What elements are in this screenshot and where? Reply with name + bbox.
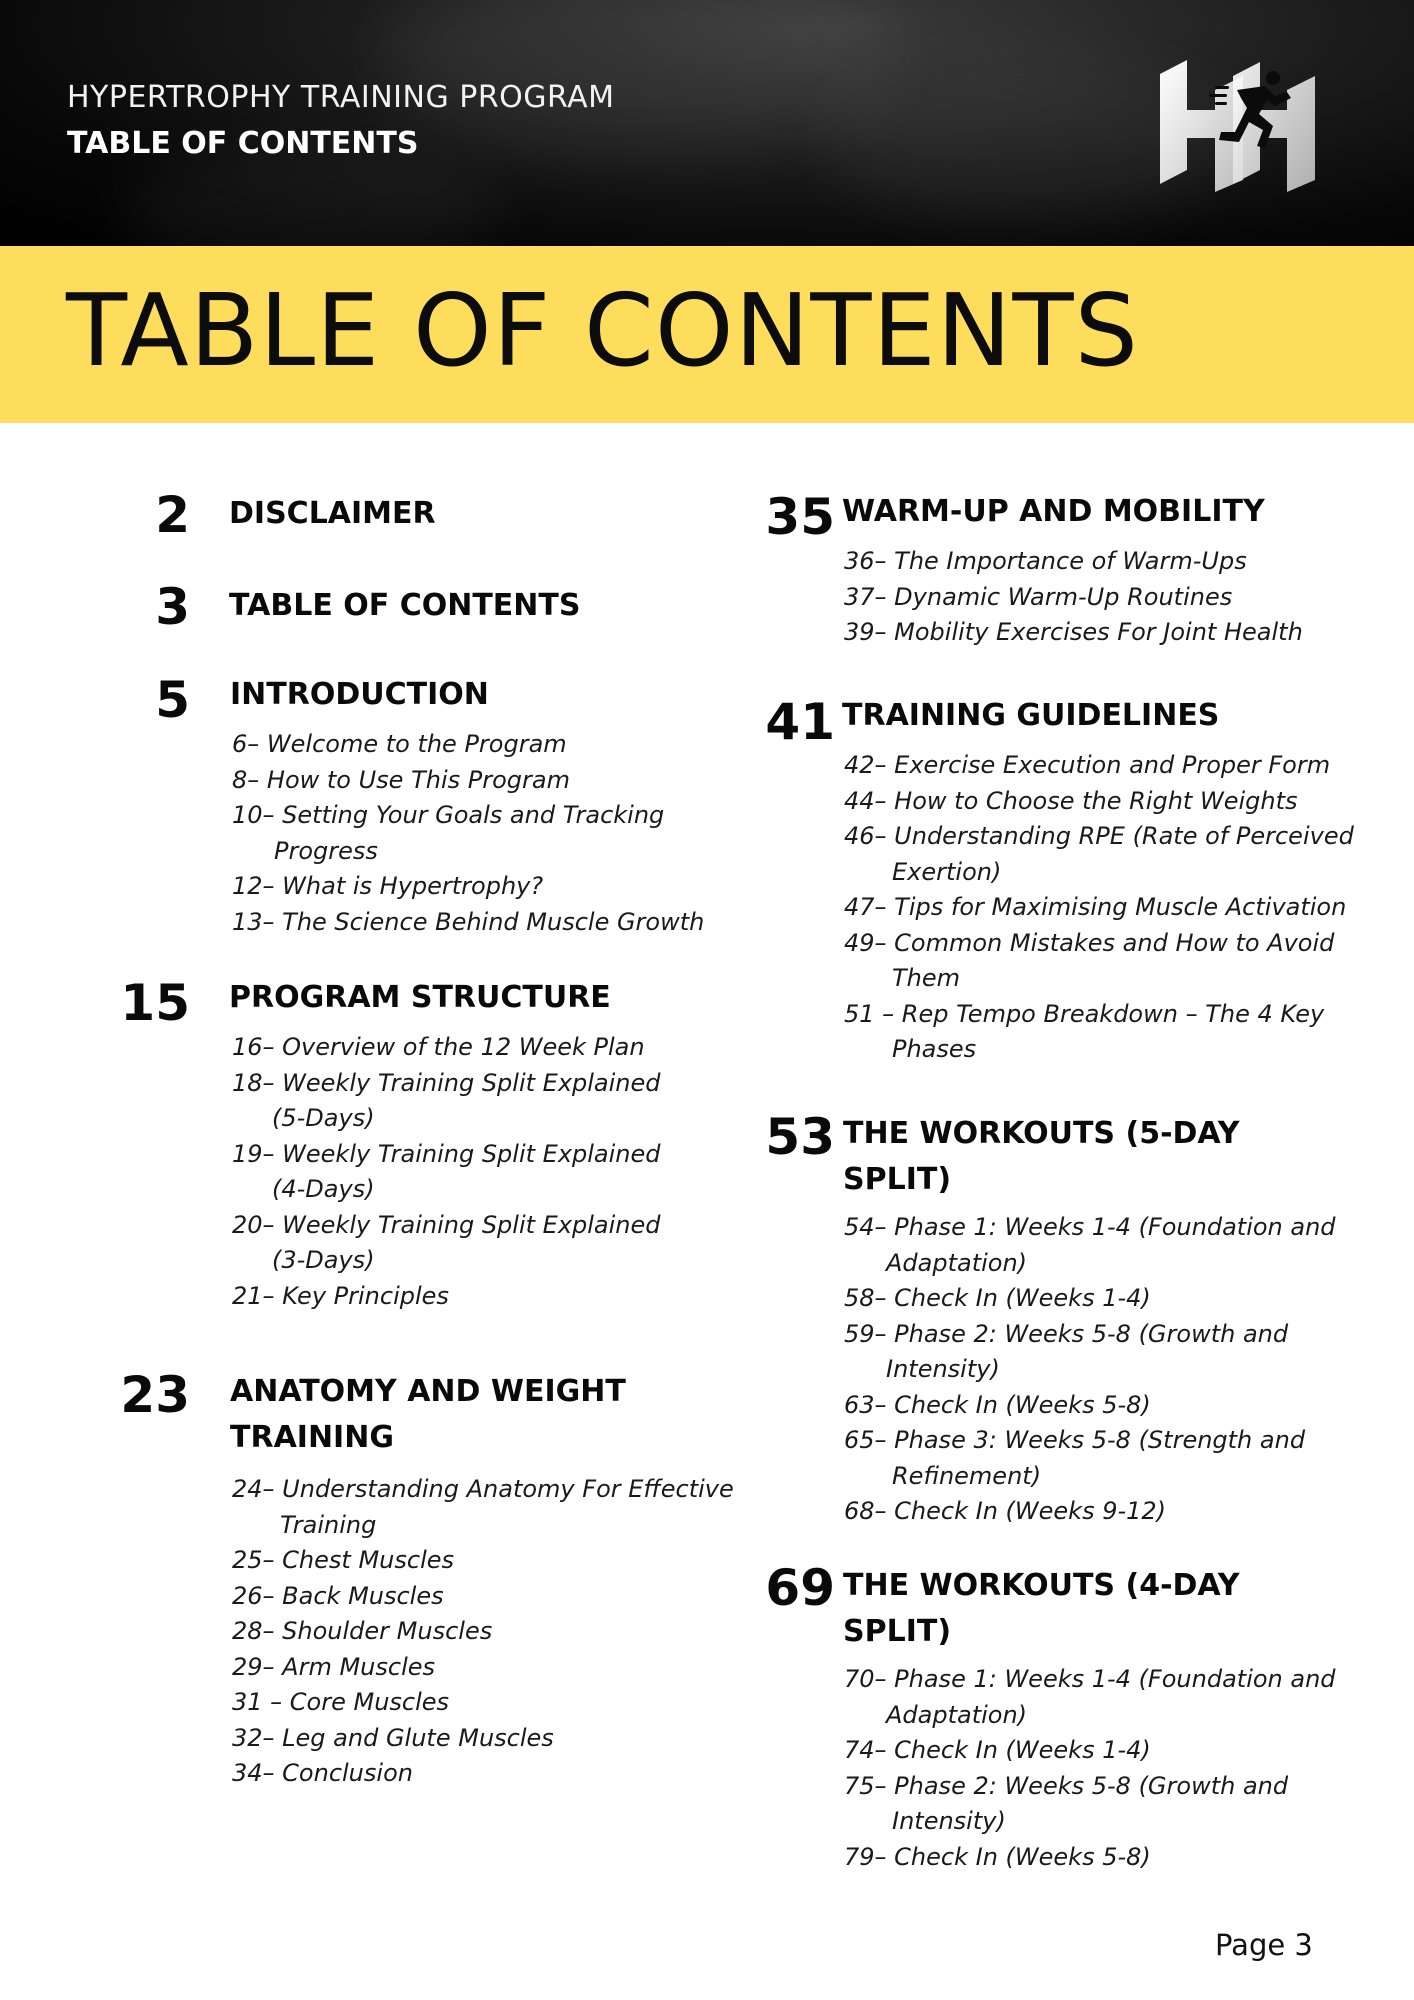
header-program-title: HYPERTROPHY TRAINING PROGRAM [67, 80, 615, 115]
subsection-list [844, 1662, 1336, 1875]
subsection-item: 79– Check In (Weeks 5-8) [844, 1842, 1151, 1871]
subsection-list [232, 727, 704, 940]
section-title-continued: SPLIT) [843, 1162, 952, 1197]
runner-logo-icon [1155, 52, 1320, 196]
smoke-texture [120, 150, 500, 246]
subsection-item: 32– Leg and Glute Muscles [232, 1723, 554, 1752]
section-page-number: 3 [155, 578, 190, 636]
subsection-item: 6– Welcome to the Program [232, 730, 567, 758]
subsection-item: 28– Shoulder Muscles [232, 1617, 493, 1645]
subsection-item: 25– Chest Muscles [232, 1546, 454, 1574]
page-number: Page 3 [1215, 1928, 1313, 1962]
toc-section-introduction [0, 671, 705, 945]
subsection-item: 16– Overview of the 12 Week Plan [232, 1033, 645, 1061]
subsection-item: 63– Check In (Weeks 5-8) [844, 1390, 1151, 1419]
section-title: TRAINING GUIDELINES [842, 698, 1220, 733]
subsection-item: 47– Tips for Maximising Muscle Activation [844, 893, 1347, 921]
section-page-number: 23 [120, 1366, 190, 1424]
section-page-number: 35 [765, 488, 835, 546]
subsection-item: 74– Check In (Weeks 1-4) [844, 1736, 1151, 1764]
section-page-number: 2 [155, 486, 190, 544]
subsection-item: 12– What is Hypertrophy? [232, 872, 544, 900]
subsection-item: 34– Conclusion [232, 1759, 413, 1787]
section-page-number: 41 [765, 693, 835, 751]
section-title: WARM-UP AND MOBILITY [842, 494, 1265, 529]
toc-section-program-structure [0, 974, 700, 1318]
subsection-item: 70– Phase 1: Weeks 1-4 (Foundation and Adaptation) [844, 1665, 1336, 1729]
section-title-continued: TRAINING [230, 1420, 394, 1455]
subsection-item: 20– Weekly Training Split Explained (3-Days) [232, 1210, 661, 1274]
toc-section-training-guidelines [720, 695, 1360, 1075]
subsection-item: 19– Weekly Training Split Explained (4-Days) [232, 1139, 661, 1203]
subsection-item: 75– Phase 2: Weeks 5-8 (Growth and Intensity) [844, 1771, 1289, 1835]
subsection-item: 65– Phase 3: Weeks 5-8 (Strength and Refinement) [844, 1426, 1306, 1490]
section-title: DISCLAIMER [229, 496, 436, 531]
subsection-item: 8– How to Use This Program [232, 765, 570, 794]
section-title: INTRODUCTION [230, 677, 489, 712]
section-page-number: 5 [155, 671, 190, 729]
section-title-continued: SPLIT) [843, 1614, 952, 1649]
toc-section-anatomy [0, 1366, 734, 1790]
subsection-item: 13– The Science Behind Muscle Growth [232, 907, 705, 936]
toc-section-warm-up [720, 490, 1360, 660]
subsection-item: 10– Setting Your Goals and Tracking Progress [232, 801, 665, 865]
section-title: PROGRAM STRUCTURE [229, 980, 611, 1015]
subsection-item: 26– Back Muscles [232, 1581, 444, 1610]
subsection-item: 49– Common Mistakes and How to Avoid Them [844, 928, 1335, 992]
subsection-item: 24– Understanding Anatomy For Effective Training [232, 1475, 734, 1539]
subsection-list [844, 748, 1354, 1068]
subsection-item: 18– Weekly Training Split Explained (5-Days) [232, 1068, 661, 1132]
subsection-item: 37– Dynamic Warm-Up Routines [844, 582, 1233, 611]
subsection-item: 44– How to Choose the Right Weights [844, 786, 1298, 815]
page-header [0, 0, 1414, 246]
section-page-number: 69 [765, 1559, 835, 1617]
subsection-item: 54– Phase 1: Weeks 1-4 (Foundation and Adaptation) [844, 1213, 1336, 1277]
subsection-item: 29– Arm Muscles [232, 1652, 436, 1681]
toc-section-workouts-5-day [720, 1110, 1360, 1530]
subsection-list [844, 544, 1303, 651]
title-banner [0, 246, 1414, 423]
subsection-item: 58– Check In (Weeks 1-4) [844, 1284, 1151, 1312]
section-page-number: 53 [765, 1108, 835, 1166]
toc-section-workouts-4-day [720, 1561, 1360, 1881]
subsection-item: 36– The Importance of Warm-Ups [844, 547, 1247, 575]
subsection-item: 31 – Core Muscles [232, 1688, 450, 1716]
subsection-item: 21– Key Principles [232, 1281, 449, 1310]
subsection-item: 51 – Rep Tempo Breakdown – The 4 Key Phases [844, 999, 1325, 1063]
page-title: TABLE OF CONTENTS [66, 272, 1140, 389]
section-title: THE WORKOUTS (4-DAY [843, 1568, 1240, 1603]
section-title: TABLE OF CONTENTS [229, 588, 581, 623]
subsection-list [232, 1030, 661, 1314]
toc-section-table-of-contents [0, 578, 700, 642]
subsection-item: 42– Exercise Execution and Proper Form [844, 751, 1331, 779]
toc-section-disclaimer [0, 486, 700, 550]
subsection-item: 39– Mobility Exercises For Joint Health [844, 618, 1303, 646]
section-title: ANATOMY AND WEIGHT [230, 1374, 626, 1409]
subsection-list [844, 1210, 1336, 1530]
section-page-number: 15 [120, 974, 190, 1032]
subsection-item: 46– Understanding RPE (Rate of Perceived Exertion) [844, 822, 1354, 886]
subsection-list [232, 1472, 734, 1792]
header-section-title: TABLE OF CONTENTS [67, 126, 419, 161]
subsection-item: 68– Check In (Weeks 9-12) [844, 1497, 1167, 1525]
section-title: THE WORKOUTS (5-DAY [843, 1116, 1240, 1151]
subsection-item: 59– Phase 2: Weeks 5-8 (Growth and Intensity) [844, 1319, 1289, 1383]
